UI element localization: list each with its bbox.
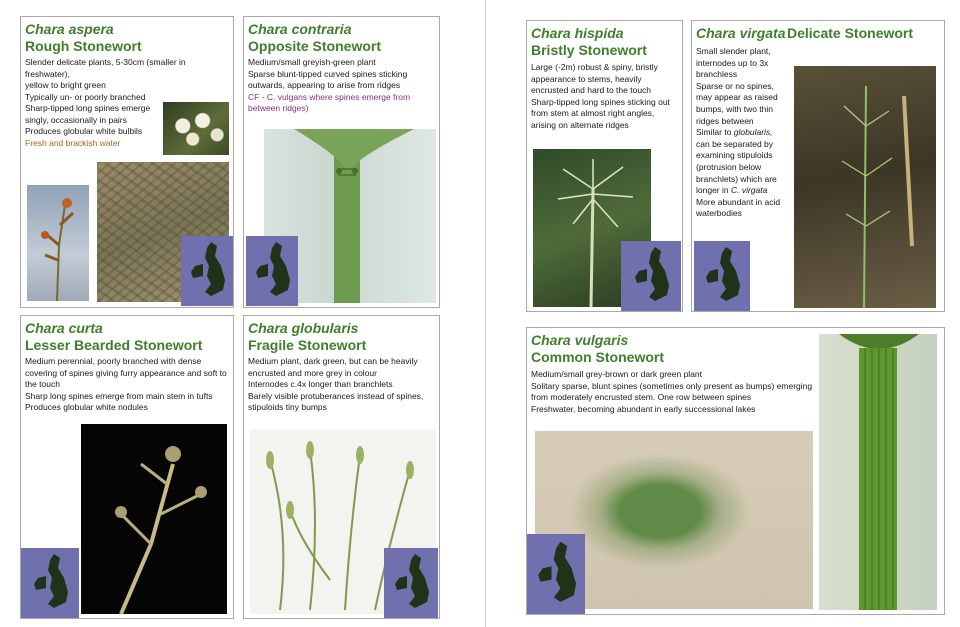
scientific-name: Chara vulgaris	[531, 332, 629, 348]
common-name: Rough Stonewort	[25, 38, 142, 54]
uk-map-icon	[395, 554, 429, 608]
uk-distribution-map	[21, 548, 79, 618]
species-card-contraria	[243, 16, 440, 308]
uk-distribution-map	[694, 241, 750, 311]
species-description: Medium perennial, poorly branched with dense covering of spines giving furry appearance and soft to the touch Sharp long spines emerge from main stem in tufts Produces globular white nodules	[25, 356, 227, 412]
plant-photo	[27, 185, 89, 301]
habitat-note: Fresh and brackish water	[25, 137, 121, 148]
uk-distribution-map	[384, 548, 438, 618]
specimen-photo	[794, 66, 936, 308]
uk-map-icon	[706, 247, 740, 301]
uk-map-icon	[191, 242, 225, 296]
scientific-name: Chara curta	[25, 320, 103, 336]
bulbils-photo	[163, 102, 229, 155]
common-name: Opposite Stonewort	[248, 38, 381, 54]
species-description: Small slender plant, internodes up to 3x branchless Sparse or no spines, may appear as raised bumps, with two thin ridges between Similar to globularis, can be separated by examining stipuloids (protrusion below branchlets) which are longer in C. virgata More abundant in acid waterbodies	[696, 46, 781, 219]
scientific-name: Chara virgata	[696, 25, 786, 41]
uk-map-icon	[256, 242, 290, 296]
uk-map-icon	[538, 542, 576, 602]
stem-photo	[819, 334, 937, 610]
page-gutter	[485, 0, 486, 627]
common-name: Fragile Stonewort	[248, 337, 367, 353]
uk-distribution-map	[527, 534, 585, 614]
scientific-name: Chara aspera	[25, 21, 114, 37]
common-name: Bristly Stonewort	[531, 42, 647, 58]
species-description: Slender delicate plants, 5-30cm (smaller in freshwater), yellow to bright green Typically un- or poorly branched Sharp-tipped long spines emerge singly, occasionally in pairs Produces globular white bulbils Fresh and brackish water	[25, 57, 231, 149]
species-card-aspera	[20, 16, 234, 308]
common-name: Common Stonewort	[531, 349, 664, 365]
common-name: Lesser Bearded Stonewort	[25, 337, 203, 353]
species-card-globularis	[243, 315, 440, 619]
species-description: Medium plant, dark green, but can be heavily encrusted and more grey in colour Internodes c.4x longer than branchlets Barely visible protuberances instead of spines, stipuloids tiny bumps	[248, 356, 424, 412]
comparison-note: CF - C. vulgans where spines emerge from	[248, 91, 411, 102]
scientific-name: Chara contraria	[248, 21, 352, 37]
species-card-hispida	[526, 20, 683, 312]
scientific-name: Chara globularis	[248, 320, 359, 336]
specimen-photo	[81, 424, 227, 614]
uk-distribution-map	[621, 241, 681, 311]
species-description: Medium/small grey-brown or dark green plant Solitary sparse, blunt spines (sometimes only present as bumps) emerging from moderately encrusted stem. One row between spines Freshwater, becoming abundant in early successional lakes	[531, 369, 813, 414]
species-card-virgata	[691, 20, 945, 312]
uk-distribution-map	[181, 236, 233, 306]
species-card-curta	[20, 315, 234, 619]
common-name: Delicate Stonewort	[787, 25, 914, 41]
uk-distribution-map	[246, 236, 298, 306]
species-description: Large (-2m) robust & spiny, bristly appearance to stems, heavily encrusted and hard to the touch Sharp-tipped long spines sticking out from stem at almost right angles, arising on alternate ridges	[531, 62, 670, 130]
species-description: Medium/small greyish-green plant Sparse blunt-tipped curved spines sticking outwards, appearing to arise from ridges CF - C. vulgans where spines emerge from between ridges)	[248, 57, 438, 115]
scientific-name: Chara hispida	[531, 25, 624, 41]
uk-map-icon	[635, 247, 669, 301]
uk-map-icon	[34, 554, 68, 608]
species-card-vulgaris	[526, 327, 945, 615]
